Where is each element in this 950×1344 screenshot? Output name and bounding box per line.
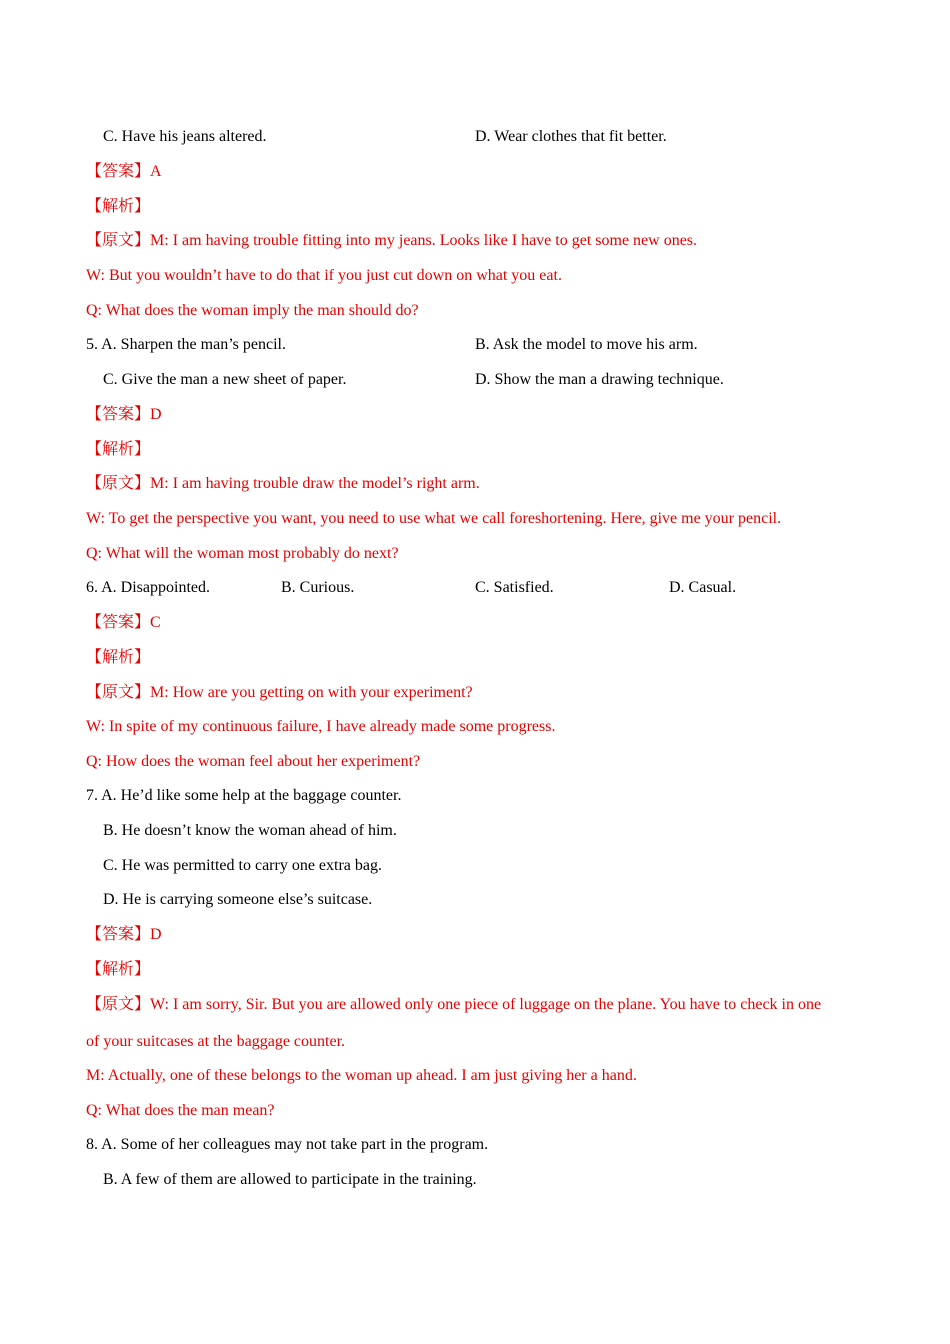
q4-analysis-label: 【解析】 [86, 198, 151, 215]
q5-option-b: B. Ask the model to move his arm. [475, 336, 698, 353]
q5-transcript-q: Q: What will the woman most probably do next? [86, 545, 399, 562]
transcript-text: M: I am having trouble fitting into my jeans. Looks like I have to get some new ones. [150, 232, 698, 249]
q4-answer [86, 162, 162, 182]
answer-label: 【答案】 [86, 406, 151, 423]
q4-transcript-w: W: But you wouldn’t have to do that if you just cut down on what you eat. [86, 267, 562, 284]
q5-option-c: C. Give the man a new sheet of paper. [103, 371, 347, 388]
answer-value: D [150, 926, 162, 943]
transcript-label: 【原文】 [86, 475, 151, 492]
q4-option-d: D. Wear clothes that fit better. [475, 128, 667, 145]
q6-analysis-label: 【解析】 [86, 649, 151, 666]
q7-analysis-label: 【解析】 [86, 961, 151, 978]
q7-answer [86, 925, 162, 945]
q7-transcript-w-1 [86, 995, 821, 1015]
q5-transcript-w: W: To get the perspective you want, you need to use what we call foreshortening. Here, give me your pencil. [86, 510, 782, 527]
q5-transcript-m [86, 474, 480, 494]
q8-option-a: 8. A. Some of her colleagues may not take part in the program. [86, 1136, 489, 1153]
transcript-label: 【原文】 [86, 684, 151, 701]
q7-option-c: C. He was permitted to carry one extra bag. [103, 857, 383, 874]
q4-option-c: C. Have his jeans altered. [103, 128, 267, 145]
q6-option-b: B. Curious. [281, 579, 355, 596]
q5-answer [86, 405, 162, 425]
q6-transcript-m [86, 683, 473, 703]
answer-label: 【答案】 [86, 926, 151, 943]
q7-option-a: 7. A. He’d like some help at the baggage counter. [86, 787, 402, 804]
q7-option-b: B. He doesn’t know the woman ahead of him. [103, 822, 397, 839]
answer-label: 【答案】 [86, 163, 151, 180]
transcript-label: 【原文】 [86, 996, 151, 1013]
q6-answer [86, 613, 161, 633]
transcript-label: 【原文】 [86, 232, 151, 249]
q8-option-b: B. A few of them are allowed to participate in the training. [103, 1171, 477, 1188]
q7-transcript-q: Q: What does the man mean? [86, 1102, 275, 1119]
q6-transcript-q: Q: How does the woman feel about her experiment? [86, 753, 421, 770]
transcript-text: W: I am sorry, Sir. But you are allowed only one piece of luggage on the plane. You have to check in one [150, 996, 822, 1013]
answer-value: C [150, 614, 161, 631]
q6-option-c: C. Satisfied. [475, 579, 554, 596]
q7-option-d: D. He is carrying someone else’s suitcase. [103, 891, 373, 908]
q4-transcript-m [86, 231, 697, 251]
answer-value: A [150, 163, 162, 180]
answer-label: 【答案】 [86, 614, 151, 631]
q7-transcript-m: M: Actually, one of these belongs to the woman up ahead. I am just giving her a hand. [86, 1067, 637, 1084]
q5-analysis-label: 【解析】 [86, 441, 151, 458]
answer-value: D [150, 406, 162, 423]
q5-option-d: D. Show the man a drawing technique. [475, 371, 724, 388]
q7-transcript-w-2: of your suitcases at the baggage counter. [86, 1033, 346, 1050]
transcript-text: M: How are you getting on with your experiment? [150, 684, 473, 701]
q4-transcript-q: Q: What does the woman imply the man should do? [86, 302, 419, 319]
transcript-text: M: I am having trouble draw the model’s right arm. [150, 475, 480, 492]
q6-transcript-w: W: In spite of my continuous failure, I have already made some progress. [86, 718, 556, 735]
q5-option-a: 5. A. Sharpen the man’s pencil. [86, 336, 286, 353]
q6-option-d: D. Casual. [669, 579, 737, 596]
q6-option-a: 6. A. Disappointed. [86, 579, 210, 596]
